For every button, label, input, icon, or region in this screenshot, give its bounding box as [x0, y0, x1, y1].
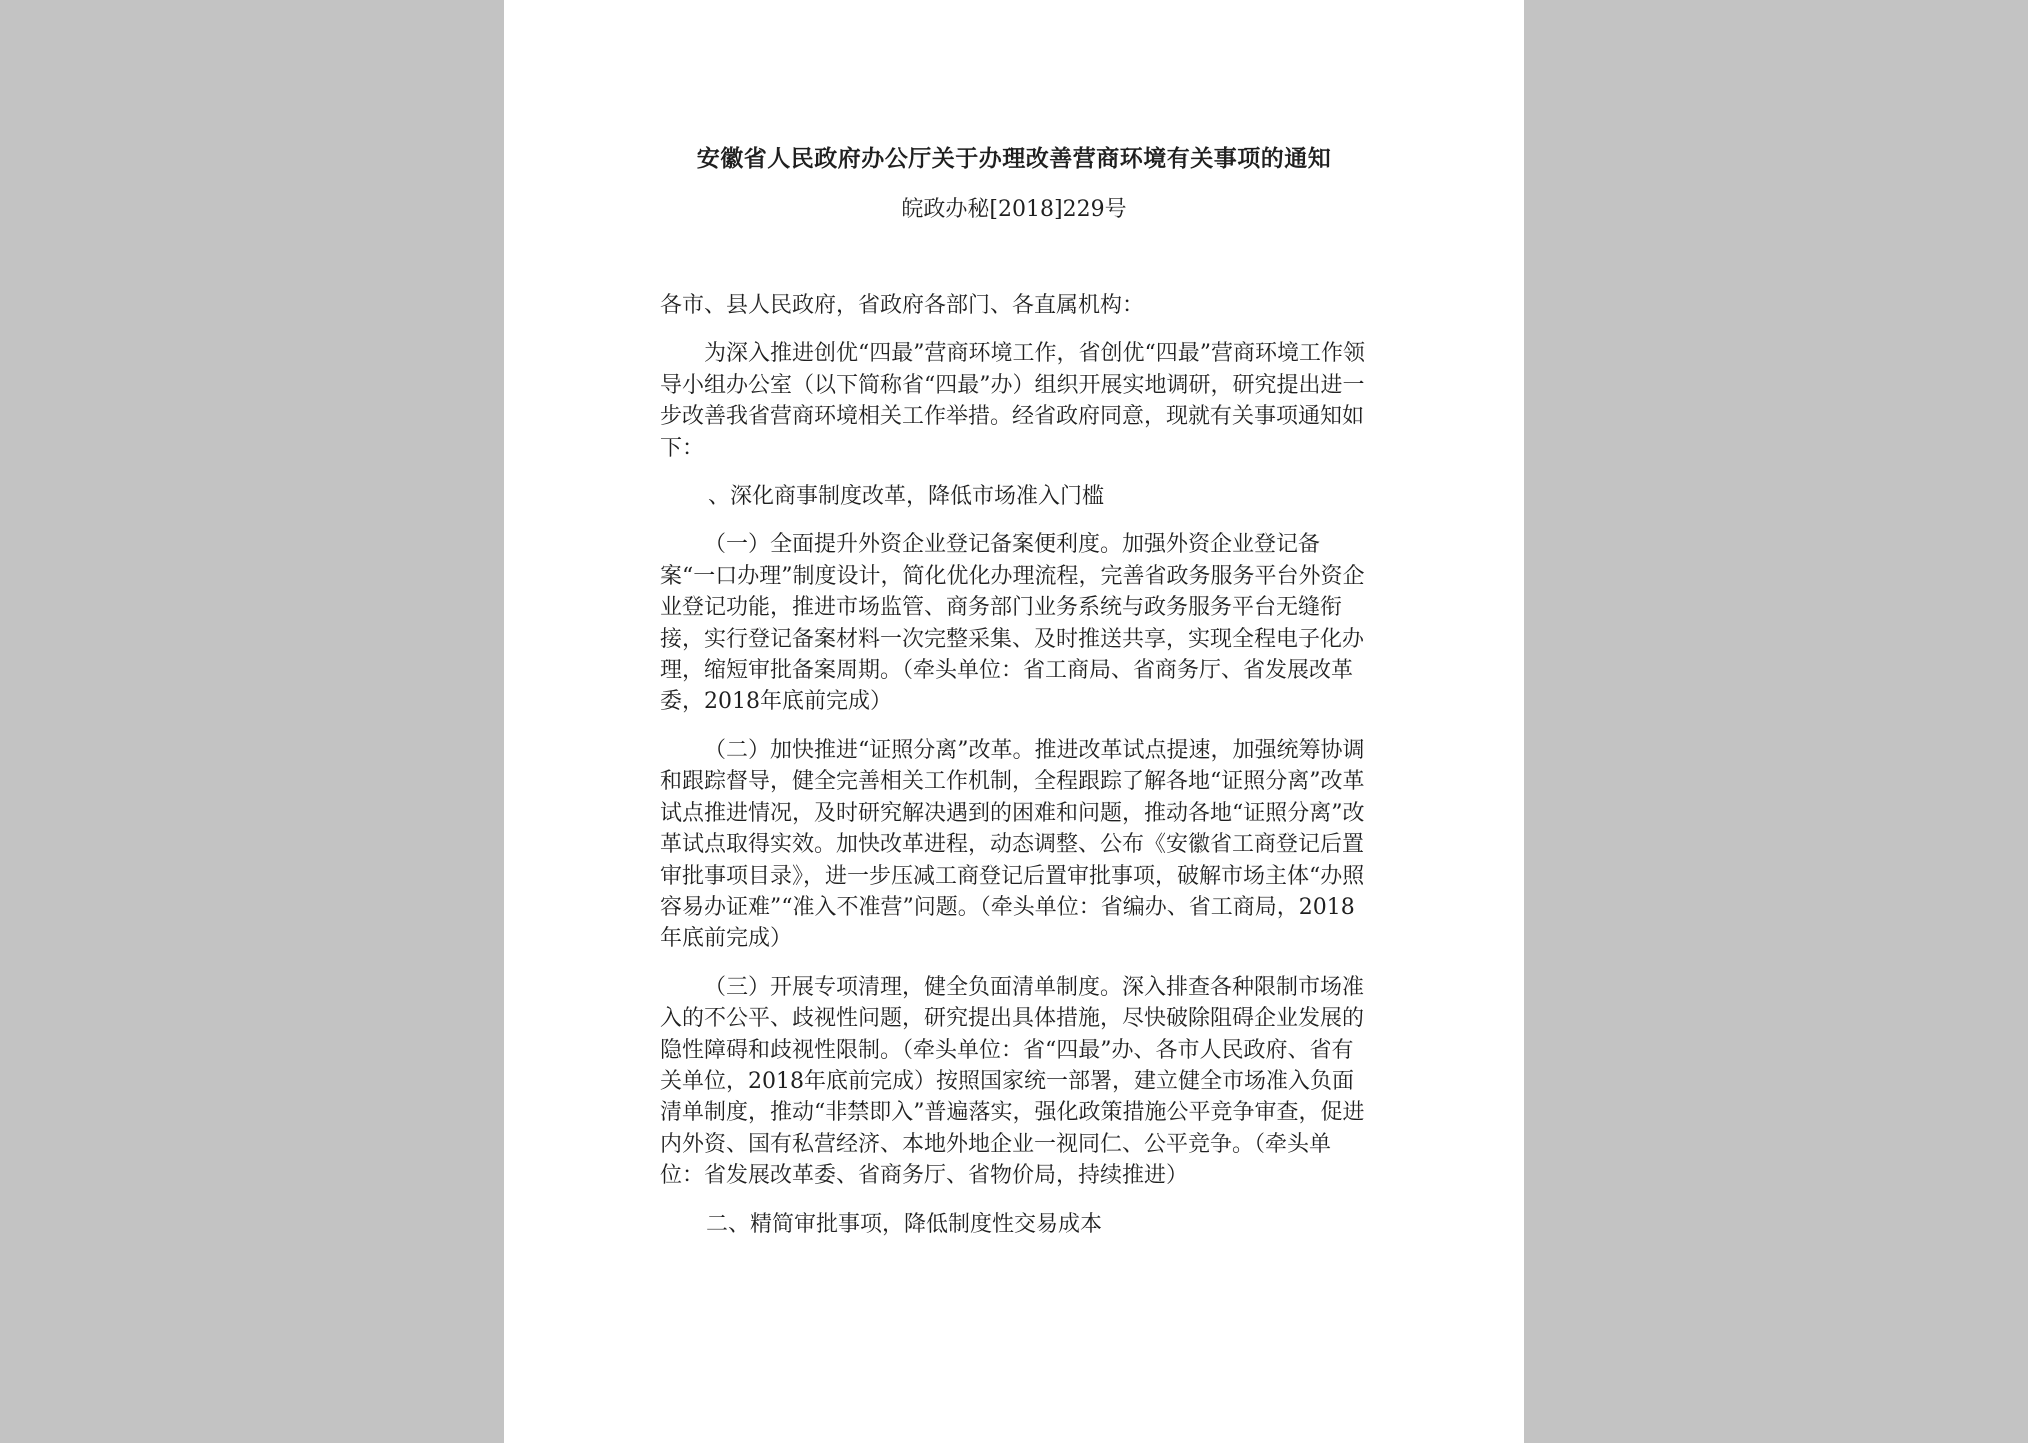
item-paragraph-3: （三）开展专项清理，健全负面清单制度。深入排查各种限制市场准入的不公平、歧视性问题，研究提出具体措施，尽快破除阻碍企业发展的隐性障碍和歧视性限制。（牵头单位：省“四最”办、各市人民政府、省有关单位，2018年底前完成）按照国家统一部署，建立健全市场准入负面清单制度，推动“非禁即入”普遍落实，强化政策措施公平竞争审查，促进内外资、国有私营经济、本地外地企业一视同仁、公平竞争。（牵头单位：省发展改革委、省商务厅、省物价局，持续推进） — [660, 974, 1365, 1189]
document-body — [660, 290, 1372, 1257]
section-heading-1: 、深化商事制度改革，降低市场准入门槛 — [708, 484, 1105, 510]
intro-paragraph: 为深入推进创优“四最”营商环境工作，省创优“四最”营商环境工作领导小组办公室（以下简称省“四最”办）组织开展实地调研，研究提出进一步改善我省营商环境相关工作举措。经省政府同意，现就有关事项通知如下： — [660, 341, 1365, 461]
document-number: 皖政办秘[2018]229号 — [901, 197, 1127, 222]
item-paragraph-1: （一）全面提升外资企业登记备案便利度。加强外资企业登记备案“一口办理”制度设计，简化优化办理流程，完善省政务服务平台外资企业登记功能，推进市场监管、商务部门业务系统与政务服务平台无缝衔接，实行登记备案材料一次完整采集、及时推送共享，实现全程电子化办理，缩短审批备案周期。（牵头单位：省工商局、省商务厅、省发展改革委，2018年底前完成） — [660, 532, 1365, 715]
section-heading-2: 二、精简审批事项，降低制度性交易成本 — [706, 1211, 1103, 1237]
item-paragraph-2: （二）加快推进“证照分离”改革。推进改革试点提速，加强统筹协调和跟踪督导，健全完善相关工作机制，全程跟踪了解各地“证照分离”改革试点推进情况，及时研究解决遇到的困难和问题，推动各地“证照分离”改革试点取得实效。加快改革进程，动态调整、公布《安徽省工商登记后置审批事项目录》，进一步压减工商登记后置审批事项，破解市场主体“办照容易办证难”“准入不准营”问题。（牵头单位：省编办、省工商局，2018年底前完成） — [660, 737, 1365, 952]
document-title: 安徽省人民政府办公厅关于办理改善营商环境有关事项的通知 — [696, 145, 1332, 172]
salutation: 各市、县人民政府，省政府各部门、各直属机构： — [660, 293, 1145, 318]
document-page — [504, 0, 1524, 1443]
